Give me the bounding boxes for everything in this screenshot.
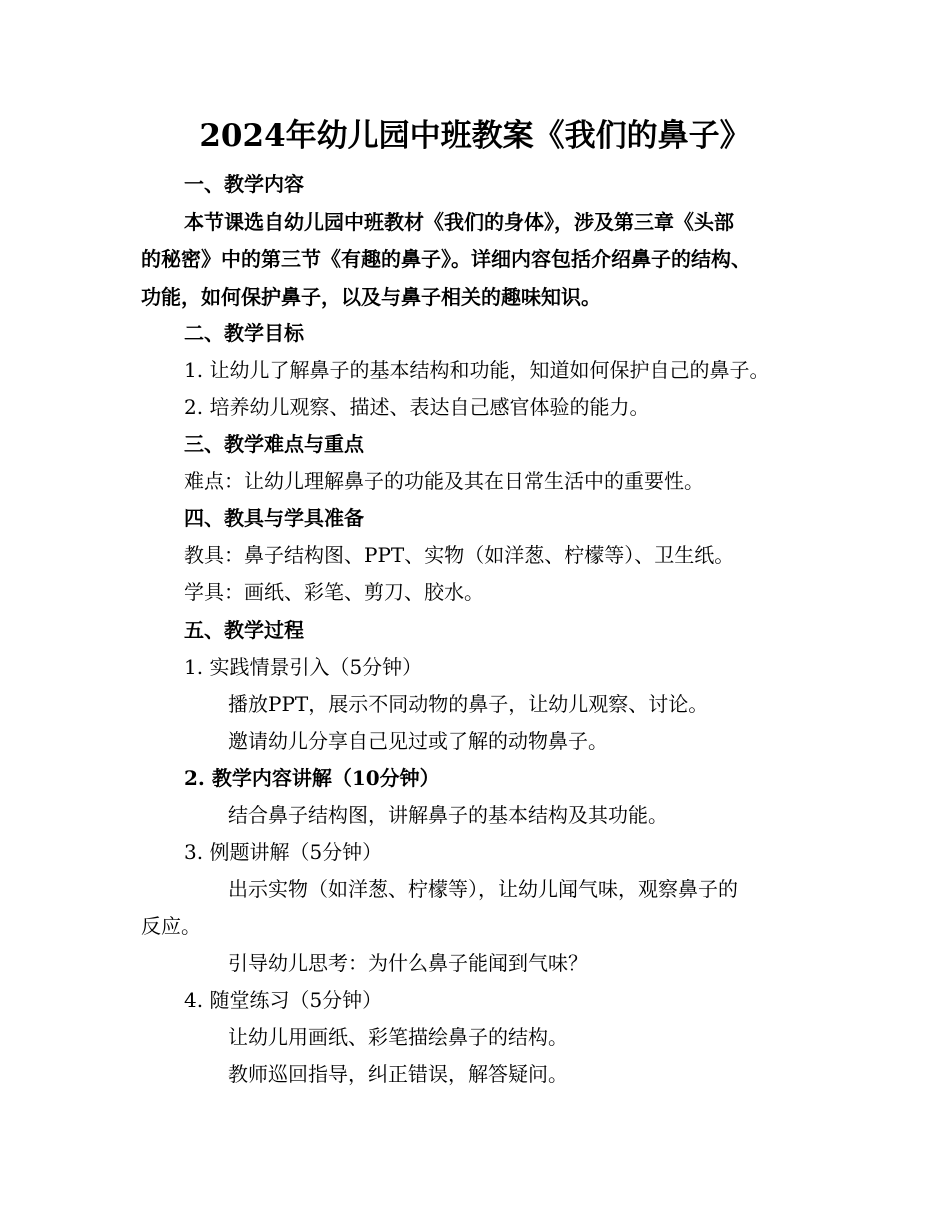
teacher-materials: 教具：鼻子结构图、PPT、实物（如洋葱、柠檬等）、卫生纸。	[184, 543, 735, 567]
goal-item: 2. 培养幼儿观察、描述、表达自己感官体验的能力。	[184, 395, 650, 419]
content-paragraph-line: 功能，如何保护鼻子，以及与鼻子相关的趣味知识。	[141, 285, 601, 309]
goal-item: 1. 让幼儿了解鼻子的基本结构和功能，知道如何保护自己的鼻子。	[184, 358, 770, 382]
student-materials: 学具：画纸、彩笔、剪刀、胶水。	[184, 580, 484, 604]
process-step-line: 引导幼儿思考：为什么鼻子能闻到气味？	[228, 951, 588, 975]
section-heading-process: 五、教学过程	[184, 618, 304, 642]
section-heading-goals: 二、教学目标	[184, 321, 304, 345]
section-heading-difficulty: 三、教学难点与重点	[184, 432, 364, 456]
process-step-line: 结合鼻子结构图，讲解鼻子的基本结构及其功能。	[228, 803, 668, 827]
process-step-line: 让幼儿用画纸、彩笔描绘鼻子的结构。	[228, 1025, 568, 1049]
process-step-line: 教师巡回指导，纠正错误，解答疑问。	[228, 1062, 568, 1086]
process-step-title: 3. 例题讲解（5分钟）	[184, 840, 383, 864]
process-step-line: 播放PPT，展示不同动物的鼻子，让幼儿观察、讨论。	[228, 692, 709, 716]
process-step-line: 反应。	[141, 914, 201, 938]
document-title: 2024年幼儿园中班教案《我们的鼻子》	[199, 118, 751, 154]
content-paragraph-line: 本节课选自幼儿园中班教材《我们的身体》，涉及第三章《头部	[184, 210, 734, 234]
process-step-title: 4. 随堂练习（5分钟）	[184, 988, 383, 1012]
content-paragraph-line: 的秘密》中的第三节《有趣的鼻子》。详细内容包括介绍鼻子的结构、	[141, 247, 751, 271]
difficulty-text: 难点：让幼儿理解鼻子的功能及其在日常生活中的重要性。	[184, 469, 704, 493]
process-step-line: 邀请幼儿分享自己见过或了解的动物鼻子。	[228, 729, 608, 753]
section-heading-content: 一、教学内容	[184, 172, 304, 196]
process-step-title: 1. 实践情景引入（5分钟）	[184, 655, 423, 679]
process-step-line: 出示实物（如洋葱、柠檬等），让幼儿闻气味，观察鼻子的	[228, 877, 738, 901]
section-heading-materials: 四、教具与学具准备	[184, 506, 364, 530]
process-step-title: 2. 教学内容讲解（10分钟）	[184, 766, 440, 790]
